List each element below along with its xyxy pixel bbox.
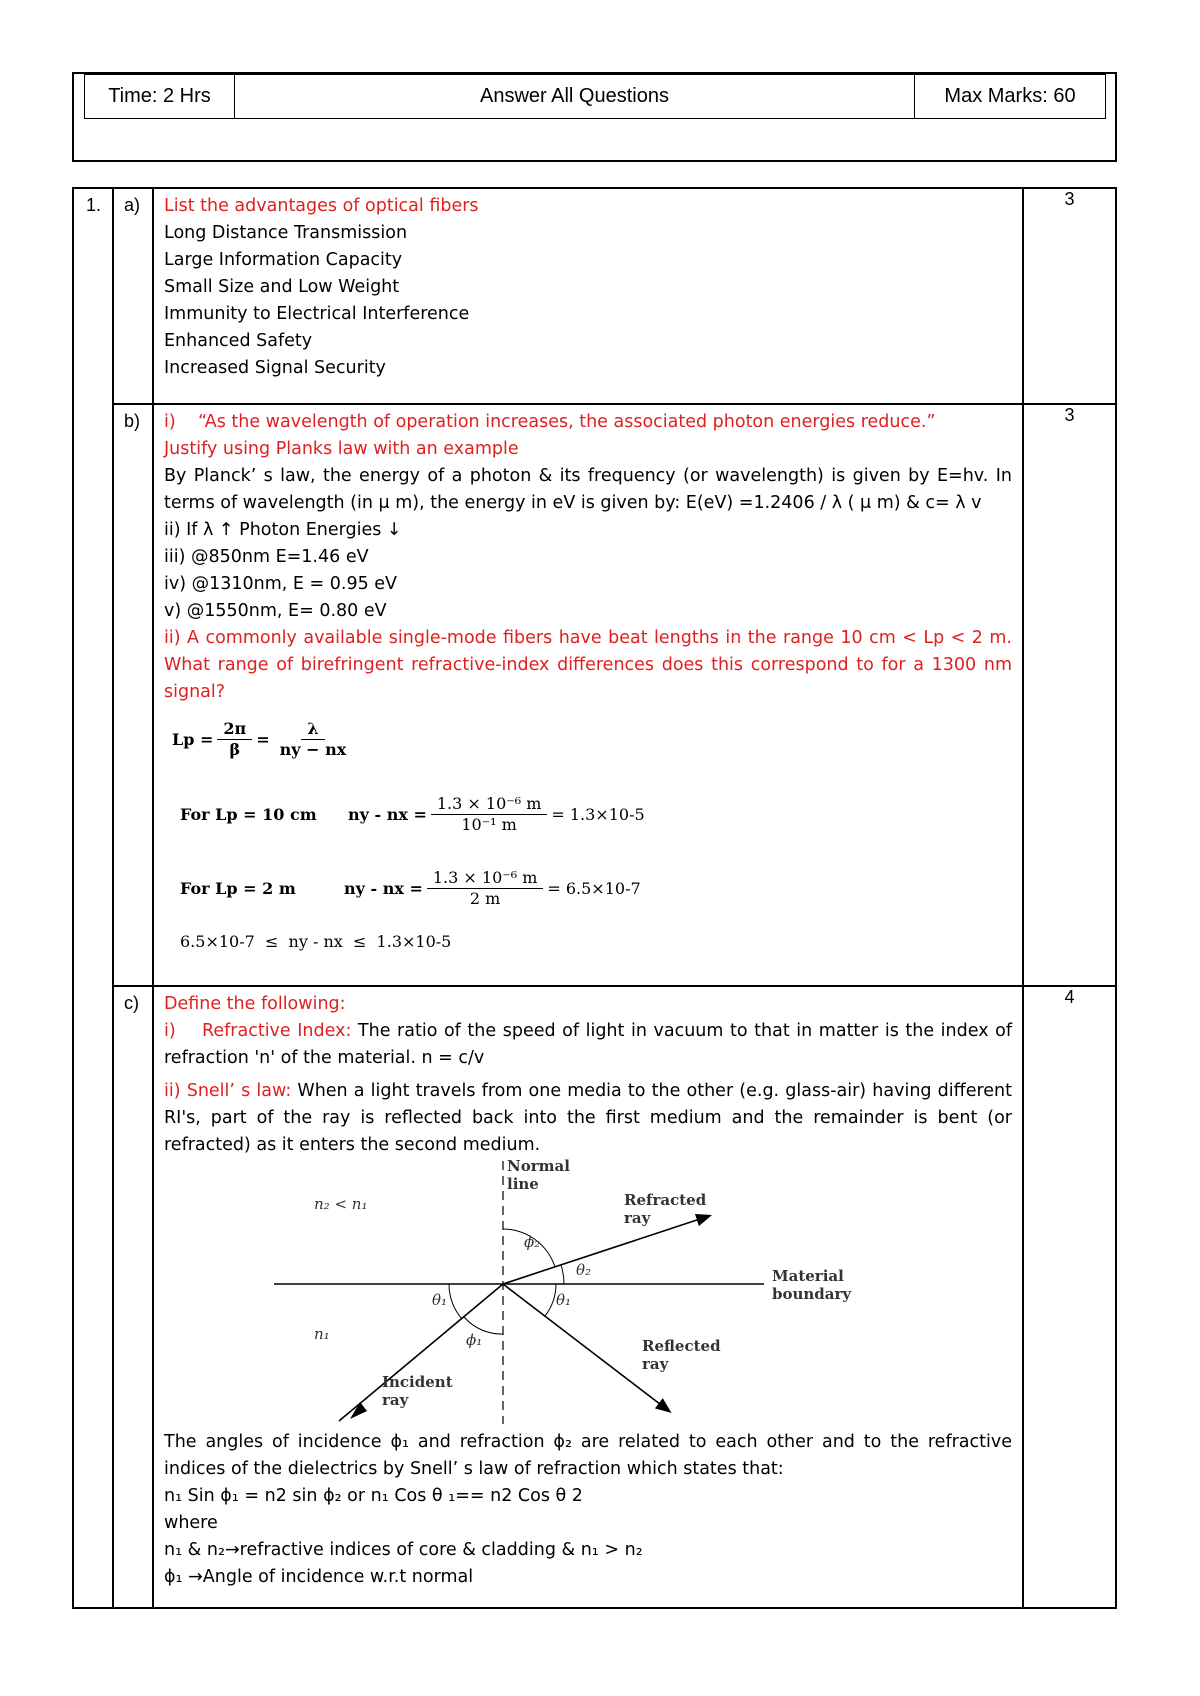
- part-b-row: [73, 404, 1116, 986]
- label-theta1-left: θ₁: [432, 1291, 448, 1309]
- part-c-marks: 4: [1023, 986, 1116, 1608]
- refractive-index-text: The ratio of the speed of light in vacuum to that in matter is the index of refraction 'n' of the material. n = c/v: [164, 1021, 1013, 1068]
- label-material: Material: [772, 1267, 844, 1285]
- case-1-top: 1.3 × 10⁻⁶ m: [431, 794, 548, 815]
- label-n1: n₁: [314, 1325, 330, 1343]
- part-b-item: v) @1550nm, E= 0.80 eV: [164, 601, 387, 621]
- formula-frac2-top: λ: [301, 719, 324, 740]
- question-table: [72, 187, 1117, 1609]
- formula-frac1-bottom: β: [229, 739, 241, 759]
- part-b-label-cell: [113, 404, 153, 986]
- part-a-marks: 3: [1023, 188, 1116, 404]
- part-c-label-cell: [113, 986, 153, 1608]
- snell-diagram-svg: [164, 1159, 1004, 1429]
- label-normal: Normal: [507, 1159, 570, 1175]
- label-theta1-right: θ₁: [556, 1291, 572, 1309]
- refractive-index-label: i) Refractive Index:: [164, 1021, 352, 1041]
- part-b-item: iii) @850nm E=1.46 eV: [164, 547, 369, 567]
- label-phi2: ϕ₂: [524, 1233, 541, 1251]
- part-b-question-2: ii) A commonly available single-mode fibers have beat lengths in the range 10 cm < Lp < 2 m. What range of birefringent refractive-index differences does this correspond to for a 1300 nm signal?: [164, 628, 1012, 702]
- part-b-label: b): [124, 411, 141, 431]
- part-b-prompt-2: Justify using Planks law with an example: [164, 439, 519, 459]
- label-boundary: boundary: [772, 1285, 852, 1303]
- part-a-line: Long Distance Transmission: [164, 223, 408, 243]
- formula-lhs: Lp =: [172, 729, 214, 749]
- part-a-line: Small Size and Low Weight: [164, 277, 400, 297]
- case-2-top: 1.3 × 10⁻⁶ m: [427, 868, 544, 889]
- case-1-result: = 1.3×10-5: [551, 804, 645, 824]
- part-b-body: [153, 404, 1023, 986]
- part-a-line: Increased Signal Security: [164, 358, 386, 378]
- formula-equals: =: [256, 729, 270, 749]
- max-marks-cell: Max Marks: 60: [944, 85, 1076, 107]
- label-theta2: θ₂: [576, 1261, 592, 1279]
- part-b-item: ii) If λ ↑ Photon Energies ↓: [164, 520, 402, 540]
- part-b-marks: 3: [1023, 404, 1116, 986]
- case-1-label: For Lp = 10 cm: [180, 804, 317, 824]
- part-a-line: Immunity to Electrical Interference: [164, 304, 470, 324]
- case-2-bottom: 2 m: [469, 888, 501, 908]
- theta1-right-arc: [545, 1284, 556, 1316]
- label-n2-lt-n1: n₂ < n₁: [314, 1195, 368, 1213]
- theta1-left-arc: [449, 1284, 462, 1319]
- case-1-bottom: 10⁻¹ m: [461, 814, 517, 834]
- part-b-item: iv) @1310nm, E = 0.95 eV: [164, 574, 398, 594]
- case-1-lhs: ny - nx =: [348, 804, 427, 824]
- part-c-label: c): [124, 993, 139, 1013]
- snell-law-text: When a light travels from one media to the other (e.g. glass-air) having different RI's, part of the ray is reflected back into the first medium and the remainder is bent (or refracted) as it enters the second medium.: [164, 1081, 1013, 1155]
- part-c-prompt: Define the following:: [164, 994, 346, 1014]
- definition-phi1: ϕ₁ →Angle of incidence w.r.t normal: [164, 1567, 474, 1587]
- refractive-index-def: [164, 1018, 1012, 1072]
- where-text: where: [164, 1513, 218, 1533]
- formula-frac2-bottom: ny − nx: [279, 739, 347, 759]
- case-1-equation: [180, 786, 1012, 842]
- part-a-prompt: List the advantages of optical fibers: [164, 196, 479, 216]
- label-phi1: ϕ₁: [466, 1331, 483, 1349]
- part-a-label: a): [124, 195, 141, 215]
- formula-frac1-top: 2π: [217, 719, 252, 740]
- question-number: 1.: [86, 195, 102, 215]
- time-cell: Time: 2 Hrs: [85, 75, 235, 118]
- part-c-body: [153, 986, 1023, 1608]
- range-result: 6.5×10-7 ≤ ny - nx ≤ 1.3×10-5: [180, 932, 452, 951]
- snell-law-label: ii) Snell’ s law:: [164, 1081, 292, 1101]
- snell-explanation: The angles of incidence ϕ₁ and refraction ϕ₂ are related to each other and to the refractive indices of the dielectrics by Snell’ s law of refraction which states that:: [164, 1432, 1012, 1479]
- definition-n1-n2: n₁ & n₂→refractive indices of core & cladding & n₁ > n₂: [164, 1540, 643, 1560]
- label-refracted-ray: ray: [624, 1209, 651, 1227]
- title-cell: Answer All Questions: [235, 75, 915, 118]
- label-incident-ray: ray: [382, 1391, 409, 1409]
- label-reflected: Reflected: [642, 1337, 721, 1355]
- part-a-body: [153, 188, 1023, 404]
- label-refracted: Refracted: [624, 1191, 707, 1209]
- header-row: [84, 74, 1106, 119]
- snell-equation: n₁ Sin ϕ₁ = n2 sin ϕ₂ or n₁ Cos θ ₁== n2 Cos θ 2: [164, 1486, 583, 1506]
- beat-length-formula: [172, 712, 1012, 766]
- snell-law-def: [164, 1078, 1012, 1159]
- part-a-row: [73, 188, 1116, 404]
- part-a-line: Large Information Capacity: [164, 250, 403, 270]
- part-c-row: [73, 986, 1116, 1608]
- incident-ray: [339, 1284, 503, 1421]
- case-2-result: = 6.5×10-7: [547, 878, 641, 898]
- label-incident: Incident: [382, 1373, 453, 1391]
- case-2-lhs: ny - nx =: [344, 878, 423, 898]
- part-b-prompt-1: i) “As the wavelength of operation increases, the associated photon energies reduce.”: [164, 412, 936, 432]
- question-number-cell: [73, 188, 113, 1608]
- planck-text: By Planck’ s law, the energy of a photon & its frequency (or wavelength) is given by E=hv. In terms of wavelength (in μ m), the energy in eV is given by: E(eV) =1.2406 / λ ( μ m) & c= λ v: [164, 466, 1012, 513]
- case-2-equation: [180, 860, 1012, 916]
- label-line: line: [507, 1175, 539, 1193]
- case-2-label: For Lp = 2 m: [180, 878, 296, 898]
- theta2-arc: [561, 1265, 564, 1284]
- part-a-line: Enhanced Safety: [164, 331, 313, 351]
- part-a-label-cell: [113, 188, 153, 404]
- snell-diagram: [164, 1159, 1012, 1429]
- label-reflected-ray: ray: [642, 1355, 669, 1373]
